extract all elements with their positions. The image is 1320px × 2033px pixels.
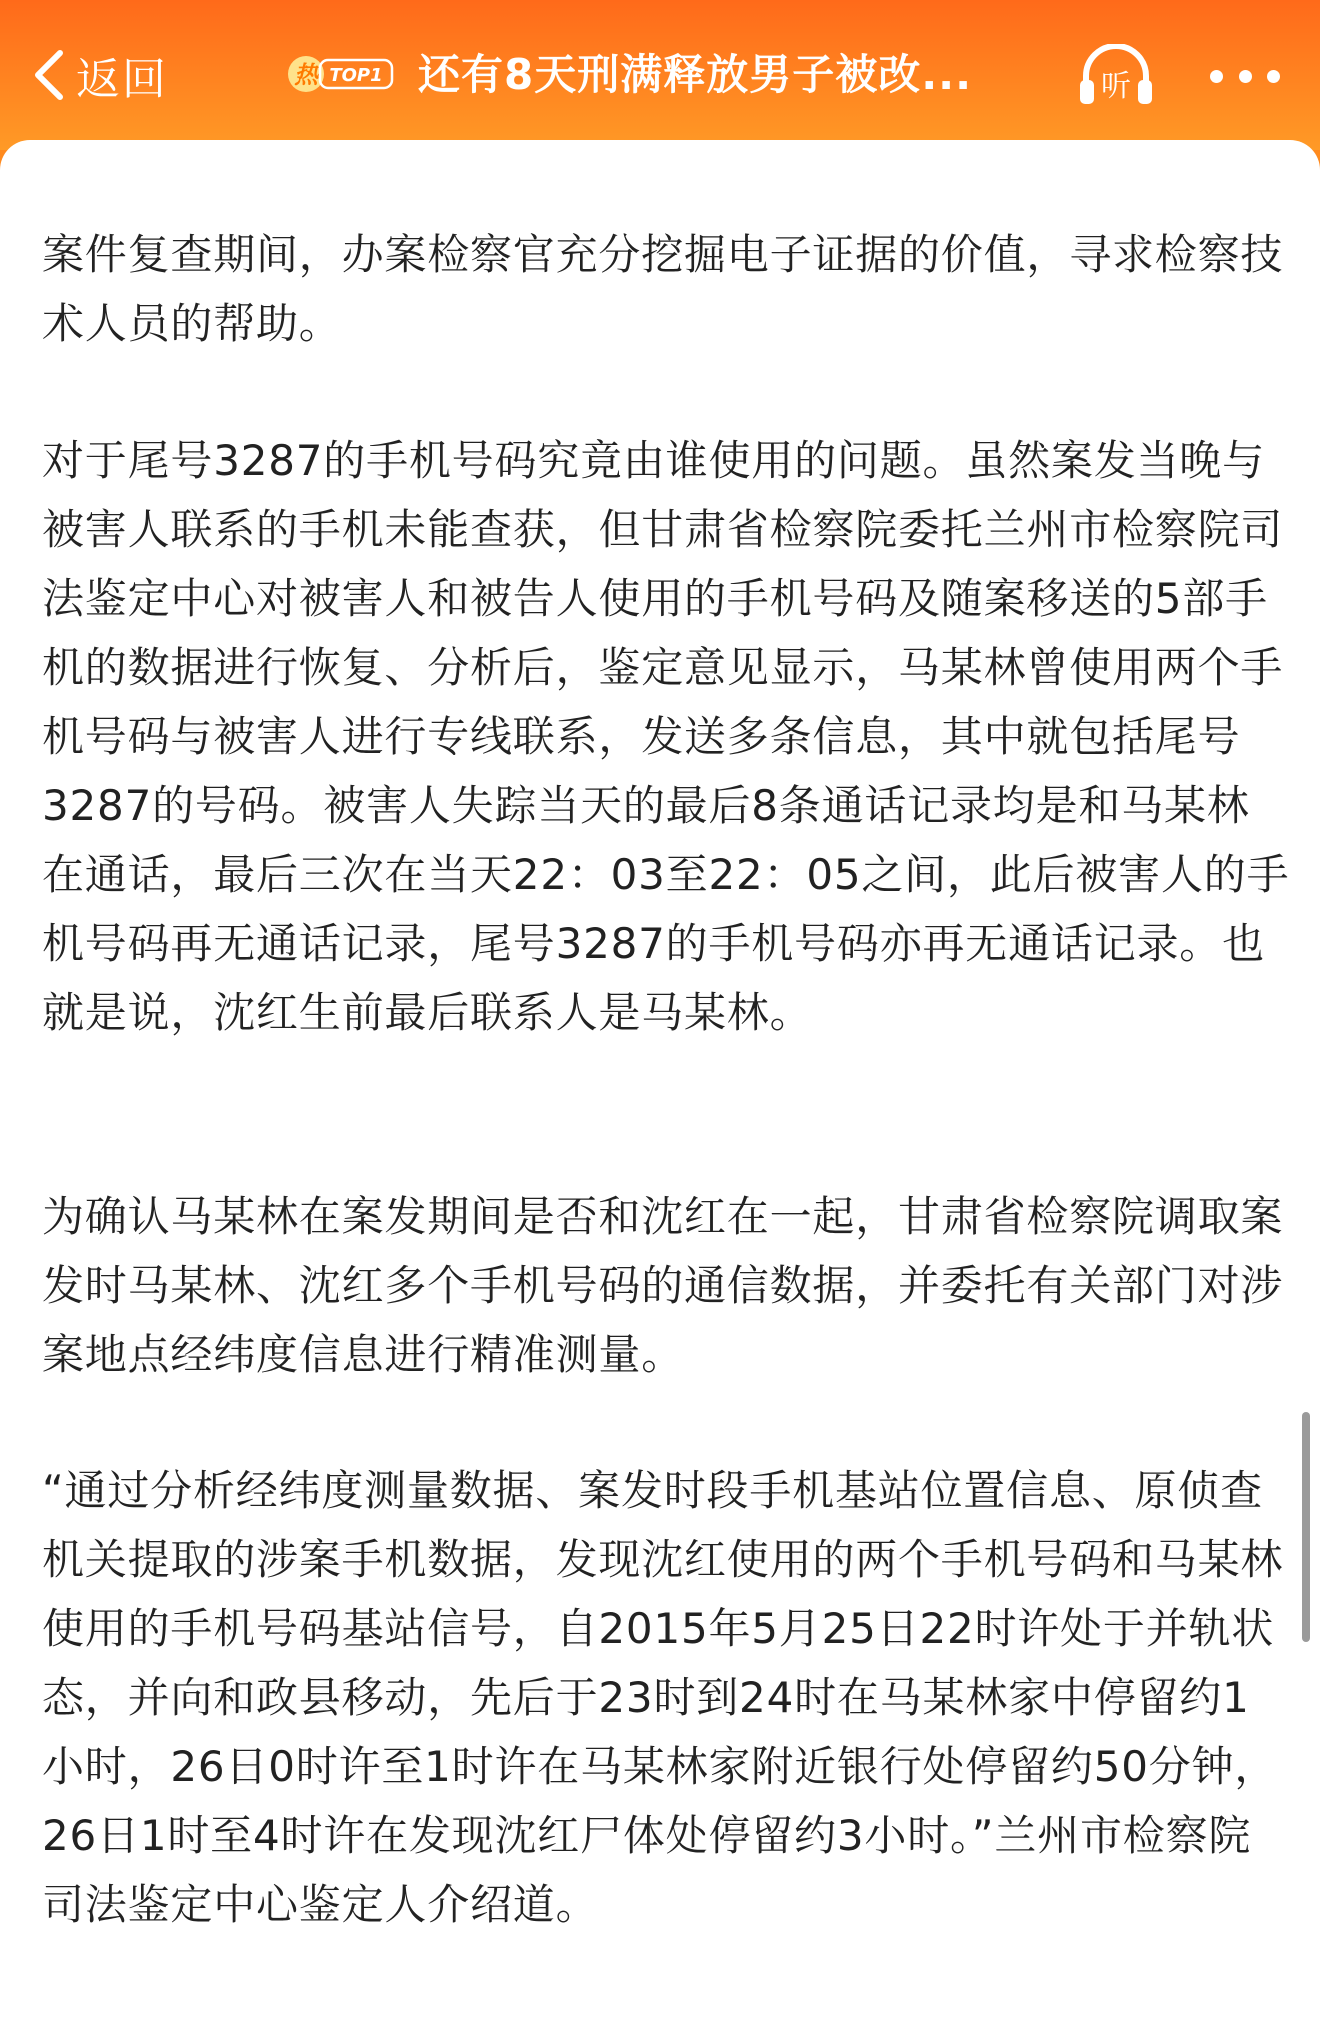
article-paragraph: 对于尾号3287的手机号码究竟由谁使用的问题。虽然案发当晚与被害人联系的手机未能查获，但甘肃省检察院委托兰州市检察院司法鉴定中心对被害人和被告人使用的手机号码及随案移送的5部手机的数据进行恢复、分析后，鉴定意见显示，马某林曾使用两个手机号码与被害人进行专线联系，发送多条信息，其中就包括尾号3287的号码。被害人失踪当天的最后8条通话记录均是和马某林在通话，最后三次在当天22：03至22：05之间，此后被害人的手机号码再无通话记录，尾号3287的手机号码亦再无通话记录。也就是说，沈红生前最后联系人是马某林。 <box>42 436 1290 1037</box>
more-dot <box>1267 70 1280 83</box>
hot-badge-rank: TOP1 <box>329 65 383 86</box>
more-options-button[interactable] <box>1200 44 1290 108</box>
hot-rank-badge <box>286 52 398 96</box>
article-paragraph: 案件复查期间，办案检察官充分挖掘电子证据的价值，寻求检察技术人员的帮助。 <box>42 230 1284 348</box>
listen-label: 听 <box>1101 69 1131 104</box>
top-navigation-bar <box>0 0 1320 150</box>
back-label: 返回 <box>76 54 168 105</box>
article-paragraph: 为确认马某林在案发期间是否和沈红在一起，甘肃省检察院调取案发时马某林、沈红多个手机号码的通信数据，并委托有关部门对涉案地点经纬度信息进行精准测量。 <box>42 1192 1284 1379</box>
hot-badge-char: 热 <box>294 61 318 89</box>
article-paragraph: “通过分析经纬度测量数据、案发时段手机基站位置信息、原侦查机关提取的涉案手机数据，发现沈红使用的两个手机号码和马某林使用的手机号码基站信号，自2015年5月25日22时许处于并轨状态，并向和政县移动，先后于23时到24时在马某林家中停留约1小时，26日0时许至1时许在马某林家附近银行处停留约50分钟，26日1时至4时许在发现沈红尸体处停留约3小时。”兰州市检察院司法鉴定中心鉴定人介绍道。 <box>42 1466 1284 1929</box>
chevron-left-icon <box>30 45 70 105</box>
scrollbar[interactable] <box>1302 1412 1310 1642</box>
listen-button[interactable] <box>1076 44 1156 108</box>
more-dot <box>1210 70 1223 83</box>
article-body[interactable] <box>0 140 1320 2033</box>
more-dot <box>1239 70 1252 83</box>
page-title: 还有8天刑满释放男子被改... <box>418 50 973 99</box>
back-button[interactable] <box>30 42 168 108</box>
